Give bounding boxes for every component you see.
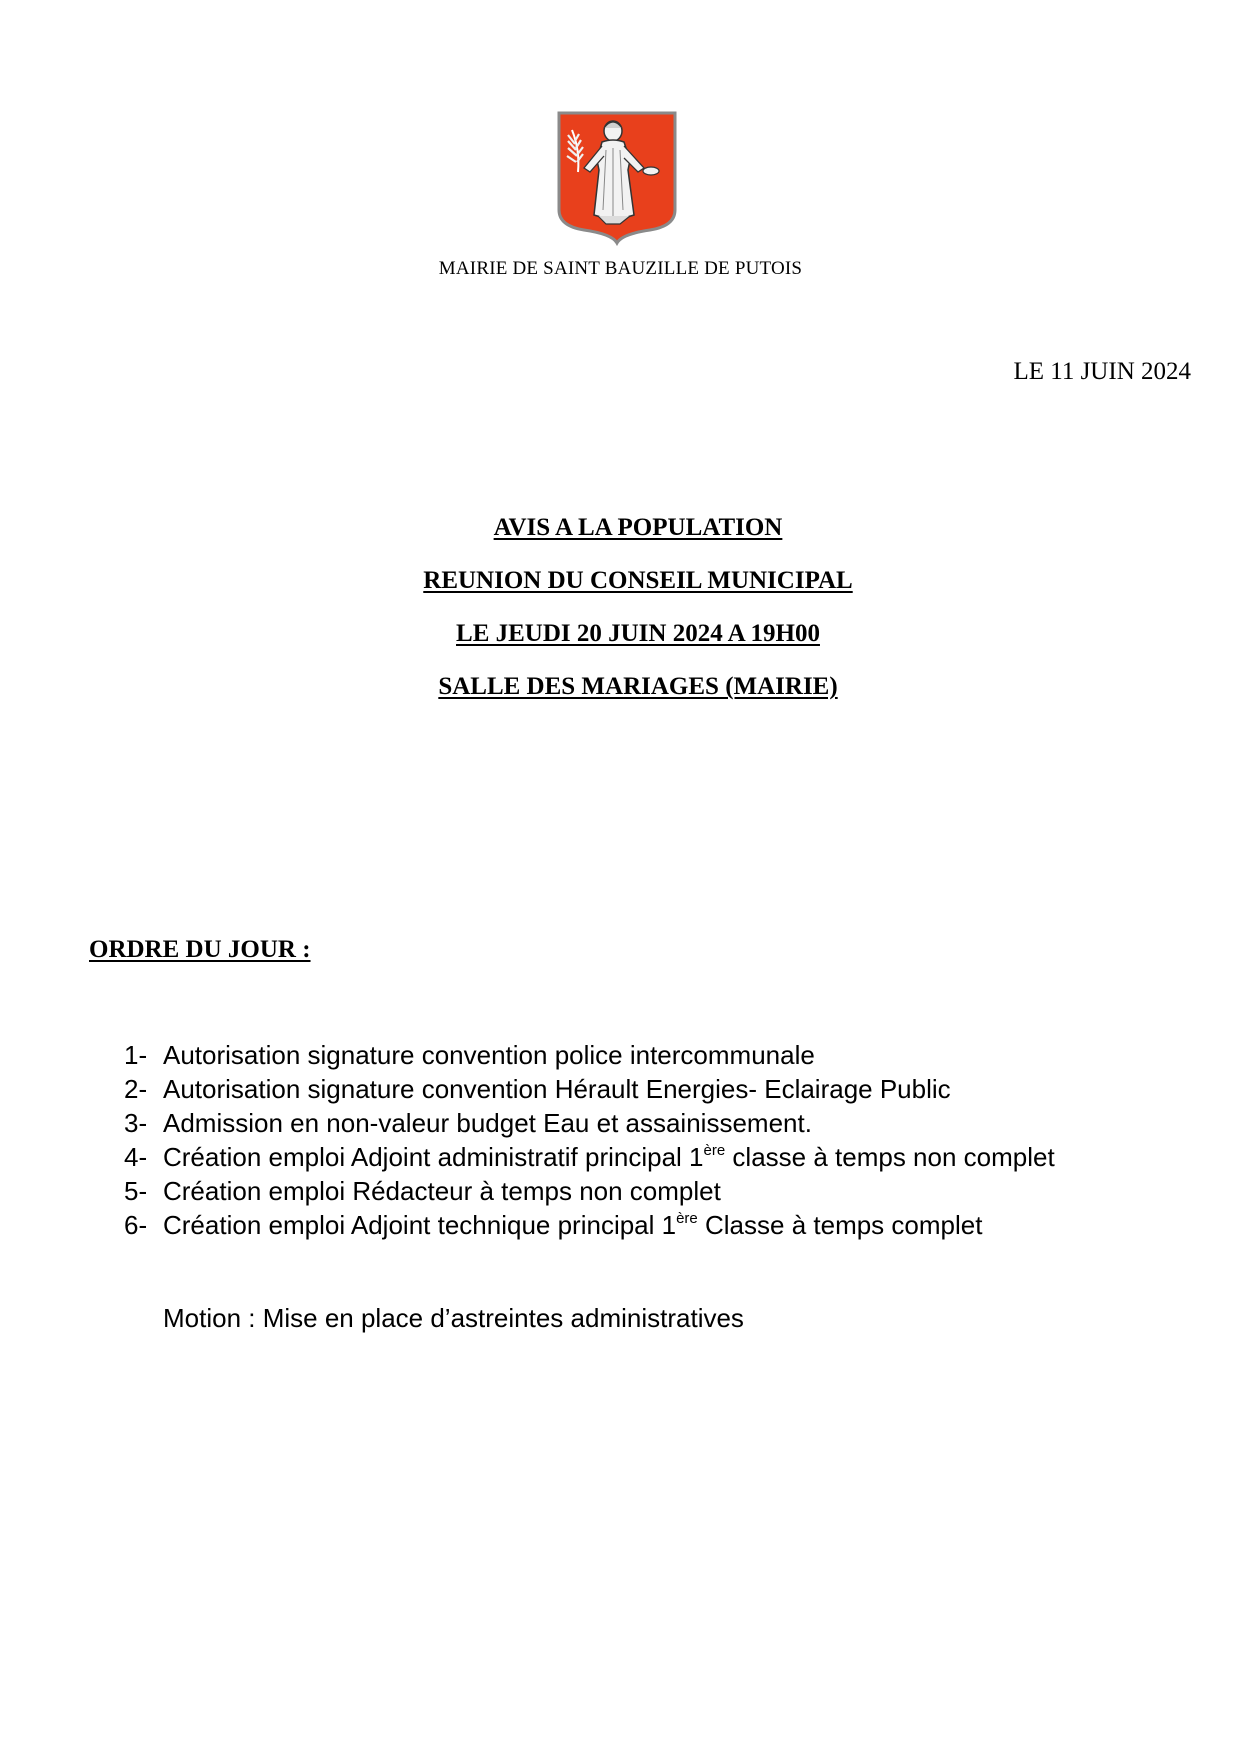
notice-datetime: LE JEUDI 20 JUIN 2024 A 19H00 bbox=[456, 620, 820, 647]
agenda-item: 2- Autorisation signature convention Hérault Energies- Eclairage Public bbox=[124, 1074, 951, 1104]
agenda-item: 6- Création emploi Adjoint technique principal 1ère Classe à temps complet bbox=[124, 1210, 983, 1240]
coat-of-arms-icon bbox=[556, 110, 678, 246]
notice-heading bbox=[0, 513, 1241, 725]
agenda-list bbox=[124, 1038, 1055, 1242]
agenda-heading: ORDRE DU JOUR : bbox=[89, 936, 311, 963]
letter-date: LE 11 JUIN 2024 bbox=[1013, 358, 1191, 385]
notice-title: AVIS A LA POPULATION bbox=[493, 514, 783, 541]
agenda-item: 3- Admission en non-valeur budget Eau et assainissement. bbox=[124, 1108, 812, 1138]
notice-subtitle: REUNION DU CONSEIL MUNICIPAL bbox=[423, 567, 853, 594]
notice-location: SALLE DES MARIAGES (MAIRIE) bbox=[438, 673, 838, 700]
agenda-item: 1- Autorisation signature convention police intercommunale bbox=[124, 1040, 815, 1070]
agenda-item: 5- Création emploi Rédacteur à temps non complet bbox=[124, 1176, 721, 1206]
agenda-item: 4- Création emploi Adjoint administratif principal 1ère classe à temps non complet bbox=[124, 1142, 1055, 1172]
mairie-name: MAIRIE DE SAINT BAUZILLE DE PUTOIS bbox=[438, 258, 803, 279]
motion-line: Motion : Mise en place d’astreintes administratives bbox=[163, 1303, 744, 1333]
